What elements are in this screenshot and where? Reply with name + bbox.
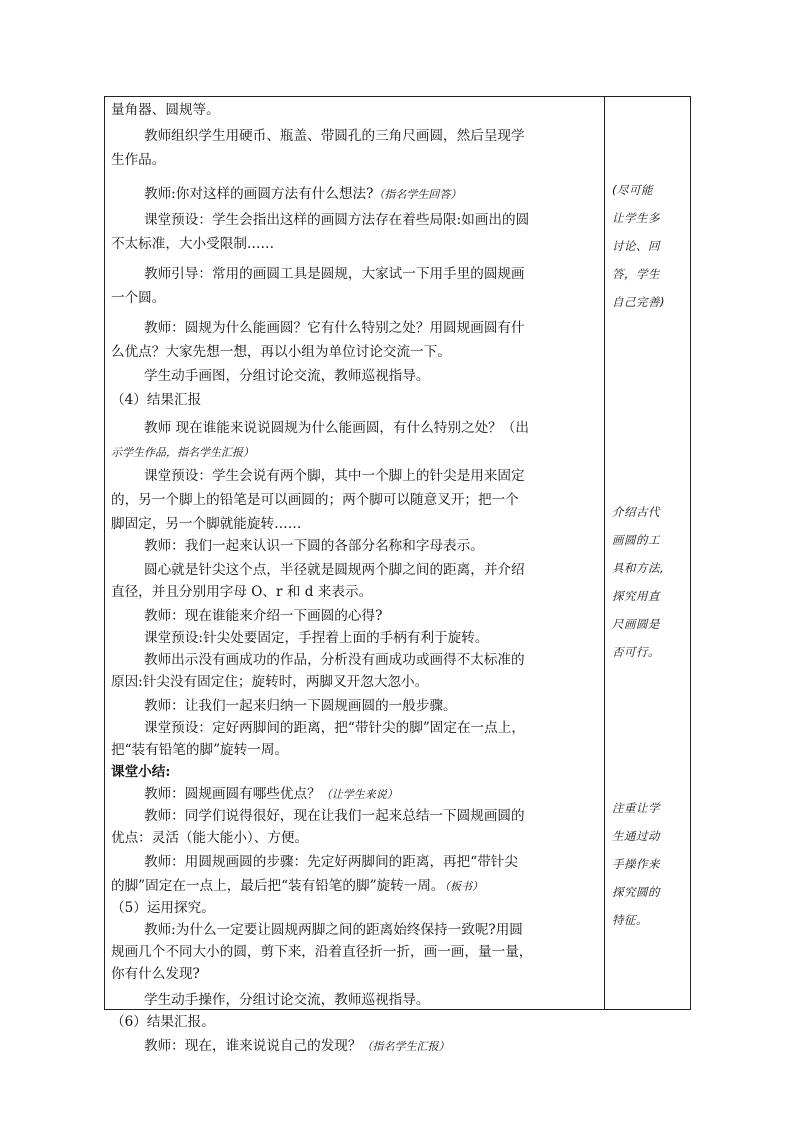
text-line xyxy=(111,898,215,918)
text-line-body: 教师：圆规画圆有哪些优点？ xyxy=(144,786,321,802)
text-line xyxy=(111,1012,215,1032)
side-note-line: 生通过动 xyxy=(612,829,660,843)
text-line xyxy=(144,784,398,805)
text-line-body: 的，另一个脚上的铅笔是可以画圆的；两个脚可以随意叉开；把一个 xyxy=(111,492,519,508)
side-note-line: 尺画圆是 xyxy=(612,617,660,631)
text-line-body: 教师：让我们一起来归纳一下圆规画圆的一般步骤。 xyxy=(144,698,457,714)
side-note-line: 手操作来 xyxy=(612,857,660,871)
text-line-body: （4）结果汇报 xyxy=(111,392,202,408)
text-line-note: （指名学生回答） xyxy=(373,188,462,201)
text-line xyxy=(144,990,429,1010)
text-line xyxy=(144,606,382,626)
text-line-body: 原因:针尖没有固定住；旋转时，两脚叉开忽大忽小。 xyxy=(111,674,429,690)
text-line xyxy=(144,1036,450,1057)
text-line-body: 教师：我们一起来认识一下圆的各部分名称和字母表示。 xyxy=(144,538,484,554)
text-line xyxy=(144,718,525,738)
side-note-line: 答，学生 xyxy=(612,267,660,281)
text-line xyxy=(111,740,288,760)
text-line-body: 教师：现在谁能来介绍一下画圆的心得? xyxy=(144,608,383,624)
text-line-body: 圆心就是针尖这个点，半径就是圆规两个脚之间的距离，并介绍 xyxy=(144,562,525,578)
text-line xyxy=(111,762,170,782)
text-line xyxy=(144,696,457,716)
text-line xyxy=(111,672,428,692)
text-line-body: 教师引导：常用的画圆工具是圆规，大家试一下用手里的圆规画 xyxy=(144,266,525,282)
text-line-body: 教师：用圆规画圆的步骤：先定好两脚间的距离，再把“带针尖 xyxy=(144,854,518,870)
side-note-line: 自己完善) xyxy=(612,295,665,309)
text-line xyxy=(144,264,525,284)
text-line xyxy=(111,490,519,510)
text-line-body: 课堂预设：定好两脚间的距离，把“带针尖的脚”固定在一点上， xyxy=(144,720,525,736)
text-line xyxy=(144,920,523,940)
text-line xyxy=(144,852,518,872)
text-line xyxy=(111,342,451,362)
side-note-line: 探究用直 xyxy=(612,589,660,603)
side-note-line: 讨论、回 xyxy=(612,239,660,253)
text-line-body: 学生动手操作，分组讨论交流，教师巡视指导。 xyxy=(144,992,430,1008)
side-note-line: (尽可能 xyxy=(612,183,653,197)
text-line-body: 教师 现在谁能来说说圆规为什么能画圆，有什么特别之处？（出 xyxy=(144,420,529,436)
text-line xyxy=(144,536,484,556)
text-line xyxy=(144,466,525,486)
text-line-body: 教师：同学们说得很好，现在让我们一起来总结一下圆规画圆的 xyxy=(144,808,525,824)
text-line-note: （让学生来说） xyxy=(320,788,398,801)
text-line-body: 课堂小结: xyxy=(111,764,171,780)
text-line-body: 优点：灵活（能大能小）、方便。 xyxy=(111,830,309,846)
side-note-line: 让学生多 xyxy=(612,211,660,225)
text-line-body: 教师组织学生用硬币、瓶盖、带圆孔的三角尺画圆，然后呈现学 xyxy=(144,128,525,144)
column-divider xyxy=(604,96,605,1010)
text-line-body: 规画几个不同大小的圆，剪下来，沿着直径折一折，画一画，量一量， xyxy=(111,944,533,960)
text-line-body: 教师：现在，谁来说说自己的发现？ xyxy=(144,1038,362,1054)
text-line xyxy=(144,806,525,826)
text-line-body: 不太标准，大小受限制…… xyxy=(111,236,275,252)
text-line xyxy=(111,234,274,254)
text-line-body: 教师：圆规为什么能画圆？它有什么特别之处？用圆规画圆有什 xyxy=(144,320,525,336)
side-note-line: 否可行。 xyxy=(612,645,660,659)
text-line-body: 直径，并且分别用字母 O、r 和 d 来表示。 xyxy=(111,584,373,600)
text-line-body: 量角器、圆规等。 xyxy=(111,102,220,118)
text-line-body: 你有什么发现? xyxy=(111,966,200,982)
text-line xyxy=(144,366,429,386)
text-line-note: 示学生作品，指名学生汇报） xyxy=(111,446,254,459)
text-line xyxy=(144,560,525,580)
text-line-body: 的脚”固定在一点上，最后把“装有铅笔的脚”旋转一周。 xyxy=(111,878,445,894)
text-line-body: 教师:为什么一定要让圆规两脚之间的距离始终保持一致呢?用圆 xyxy=(144,922,523,938)
text-line xyxy=(144,418,529,438)
text-line xyxy=(144,184,461,205)
side-note-line: 特征。 xyxy=(612,913,648,927)
text-line-body: 课堂预设：学生会说有两个脚，其中一个脚上的针尖是用来固定 xyxy=(144,468,525,484)
text-line xyxy=(111,964,200,984)
text-line xyxy=(144,628,488,648)
text-line xyxy=(144,210,529,230)
side-note-line: 探究圆的 xyxy=(612,885,660,899)
text-line xyxy=(111,288,165,308)
text-line-body: 把“装有铅笔的脚”旋转一周。 xyxy=(111,742,289,758)
text-line-body: 一个圆。 xyxy=(111,290,166,306)
text-line xyxy=(111,514,301,534)
text-line xyxy=(144,318,525,338)
text-line-body: 课堂预设:针尖处要固定，手捏着上面的手柄有利于旋转。 xyxy=(144,630,489,646)
text-line xyxy=(111,876,483,897)
text-line xyxy=(111,442,254,463)
text-line-body: （5）运用探究。 xyxy=(111,900,215,916)
text-line xyxy=(111,582,372,602)
text-line-body: 教师出示没有画成功的作品，分析没有画成功或画得不太标准的 xyxy=(144,652,525,668)
text-line-body: 课堂预设：学生会指出这样的画圆方法存在着些局限:如画出的圆 xyxy=(144,212,530,228)
text-line-body: 脚固定，另一个脚就能旋转…… xyxy=(111,516,302,532)
text-line-note: （板书） xyxy=(444,880,484,893)
text-line-note: （指名学生汇报） xyxy=(361,1040,450,1053)
side-note-line: 具和方法, xyxy=(612,561,665,575)
text-line xyxy=(111,828,308,848)
side-note-line: 介绍古代 xyxy=(612,505,660,519)
text-line xyxy=(144,650,525,670)
text-line-body: 学生动手画图，分组讨论交流，教师巡视指导。 xyxy=(144,368,430,384)
text-line xyxy=(111,390,201,410)
side-note-line: 画圆的工 xyxy=(612,533,660,547)
text-line-body: 么优点？大家先想一想，再以小组为单位讨论交流一下。 xyxy=(111,344,451,360)
text-line xyxy=(111,150,165,170)
side-note-line: 注重让学 xyxy=(612,801,660,815)
text-line xyxy=(111,100,220,120)
text-line-body: 教师:你对这样的画圆方法有什么想法? xyxy=(144,186,374,202)
text-line-body: 生作品。 xyxy=(111,152,166,168)
text-line xyxy=(111,942,532,962)
text-line-body: （6）结果汇报。 xyxy=(111,1014,215,1030)
text-line xyxy=(144,126,525,146)
